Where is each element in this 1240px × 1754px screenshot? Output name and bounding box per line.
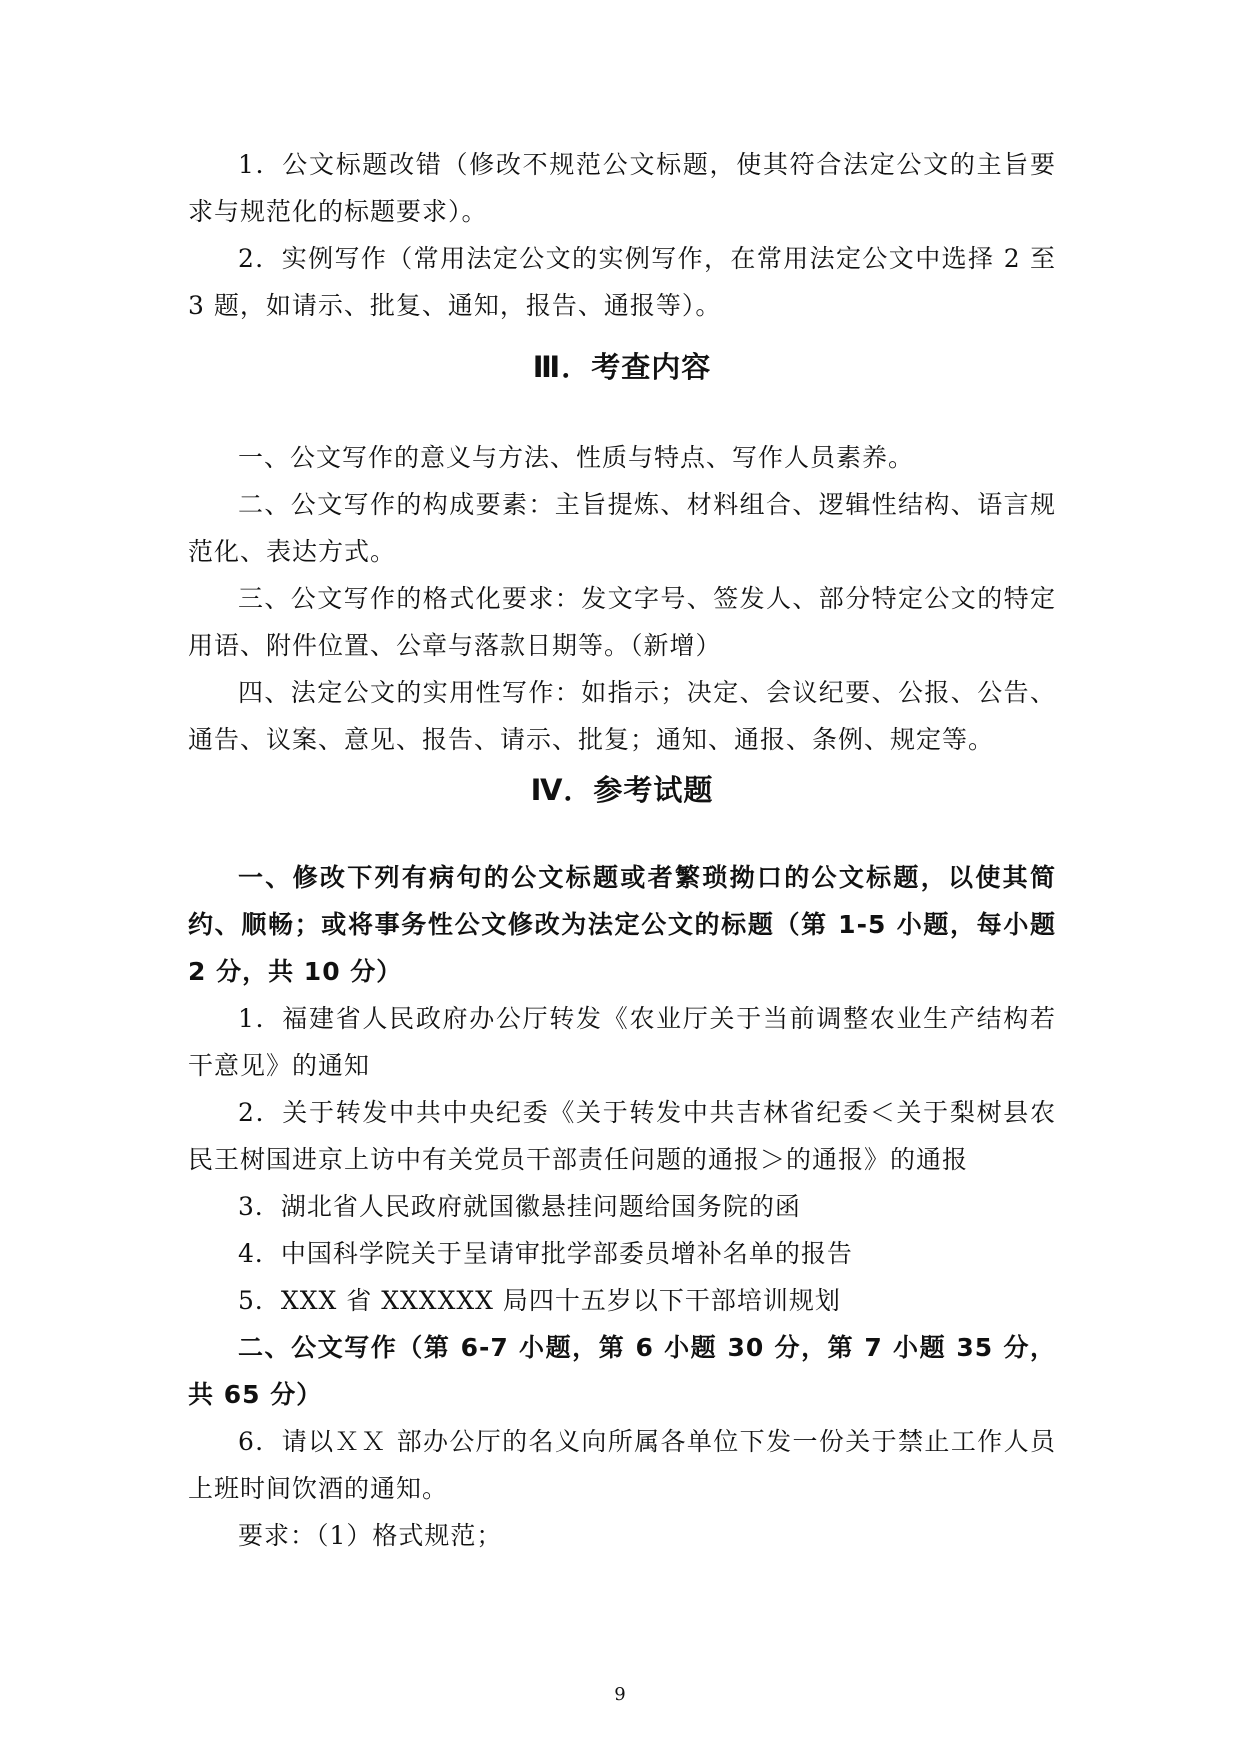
part-1-title: 一、修改下列有病句的公文标题或者繁琐拗口的公文标题，以使其简约、顺畅；或将事务性公文修改为法定公文的标题（第 1-5 小题，每小题 2 分，共 10 分） [188, 863, 1056, 986]
question-1: 1．福建省人民政府办公厅转发《农业厅关于当前调整农业生产结构若干意见》的通知 [188, 1004, 1056, 1080]
paragraph-title-correction: 1．公文标题改错（修改不规范公文标题，使其符合法定公文的主旨要求与规范化的标题要求）。 [188, 150, 1056, 226]
section-heading-3: Ⅲ．考查内容 [532, 350, 712, 384]
paragraph-example-writing: 2．实例写作（常用法定公文的实例写作，在常用法定公文中选择 2 至 3 题，如请示、批复、通知，报告、通报等）。 [188, 244, 1056, 320]
requirement-line: 要求：（1）格式规范； [238, 1521, 503, 1550]
content-item-2: 二、公文写作的构成要素：主旨提炼、材料组合、逻辑性结构、语言规范化、表达方式。 [188, 490, 1056, 566]
content-item-3: 三、公文写作的格式化要求：发文字号、签发人、部分特定公文的特定用语、附件位置、公章与落款日期等。（新增） [188, 584, 1056, 660]
question-4: 4．中国科学院关于呈请审批学部委员增补名单的报告 [238, 1239, 853, 1268]
part-2-title: 二、公文写作（第 6-7 小题，第 6 小题 30 分，第 7 小题 35 分，共 65 分） [188, 1333, 1056, 1409]
question-3: 3．湖北省人民政府就国徽悬挂问题给国务院的函 [238, 1192, 801, 1221]
top-paragraphs [188, 141, 1056, 329]
question-5: 5．XXX 省 XXXXXX 局四十五岁以下干部培训规划 [238, 1286, 841, 1315]
page-number: 9 [614, 1684, 626, 1705]
content-item-1: 一、公文写作的意义与方法、性质与特点、写作人员素养。 [238, 443, 915, 472]
section-3-content [188, 434, 1056, 763]
section-heading-4: Ⅳ．参考试题 [530, 773, 714, 807]
question-2: 2．关于转发中共中央纪委《关于转发中共吉林省纪委＜关于梨树县农民王树国进京上访中有关党员干部责任问题的通报＞的通报》的通报 [188, 1098, 1056, 1174]
content-item-4: 四、法定公文的实用性写作：如指示；决定、会议纪要、公报、公告、通告、议案、意见、报告、请示、批复；通知、通报、条例、规定等。 [188, 678, 1056, 754]
question-6: 6．请以ＸＸ 部办公厅的名义向所属各单位下发一份关于禁止工作人员上班时间饮酒的通知。 [188, 1427, 1056, 1503]
section-4-content [188, 854, 1056, 1559]
